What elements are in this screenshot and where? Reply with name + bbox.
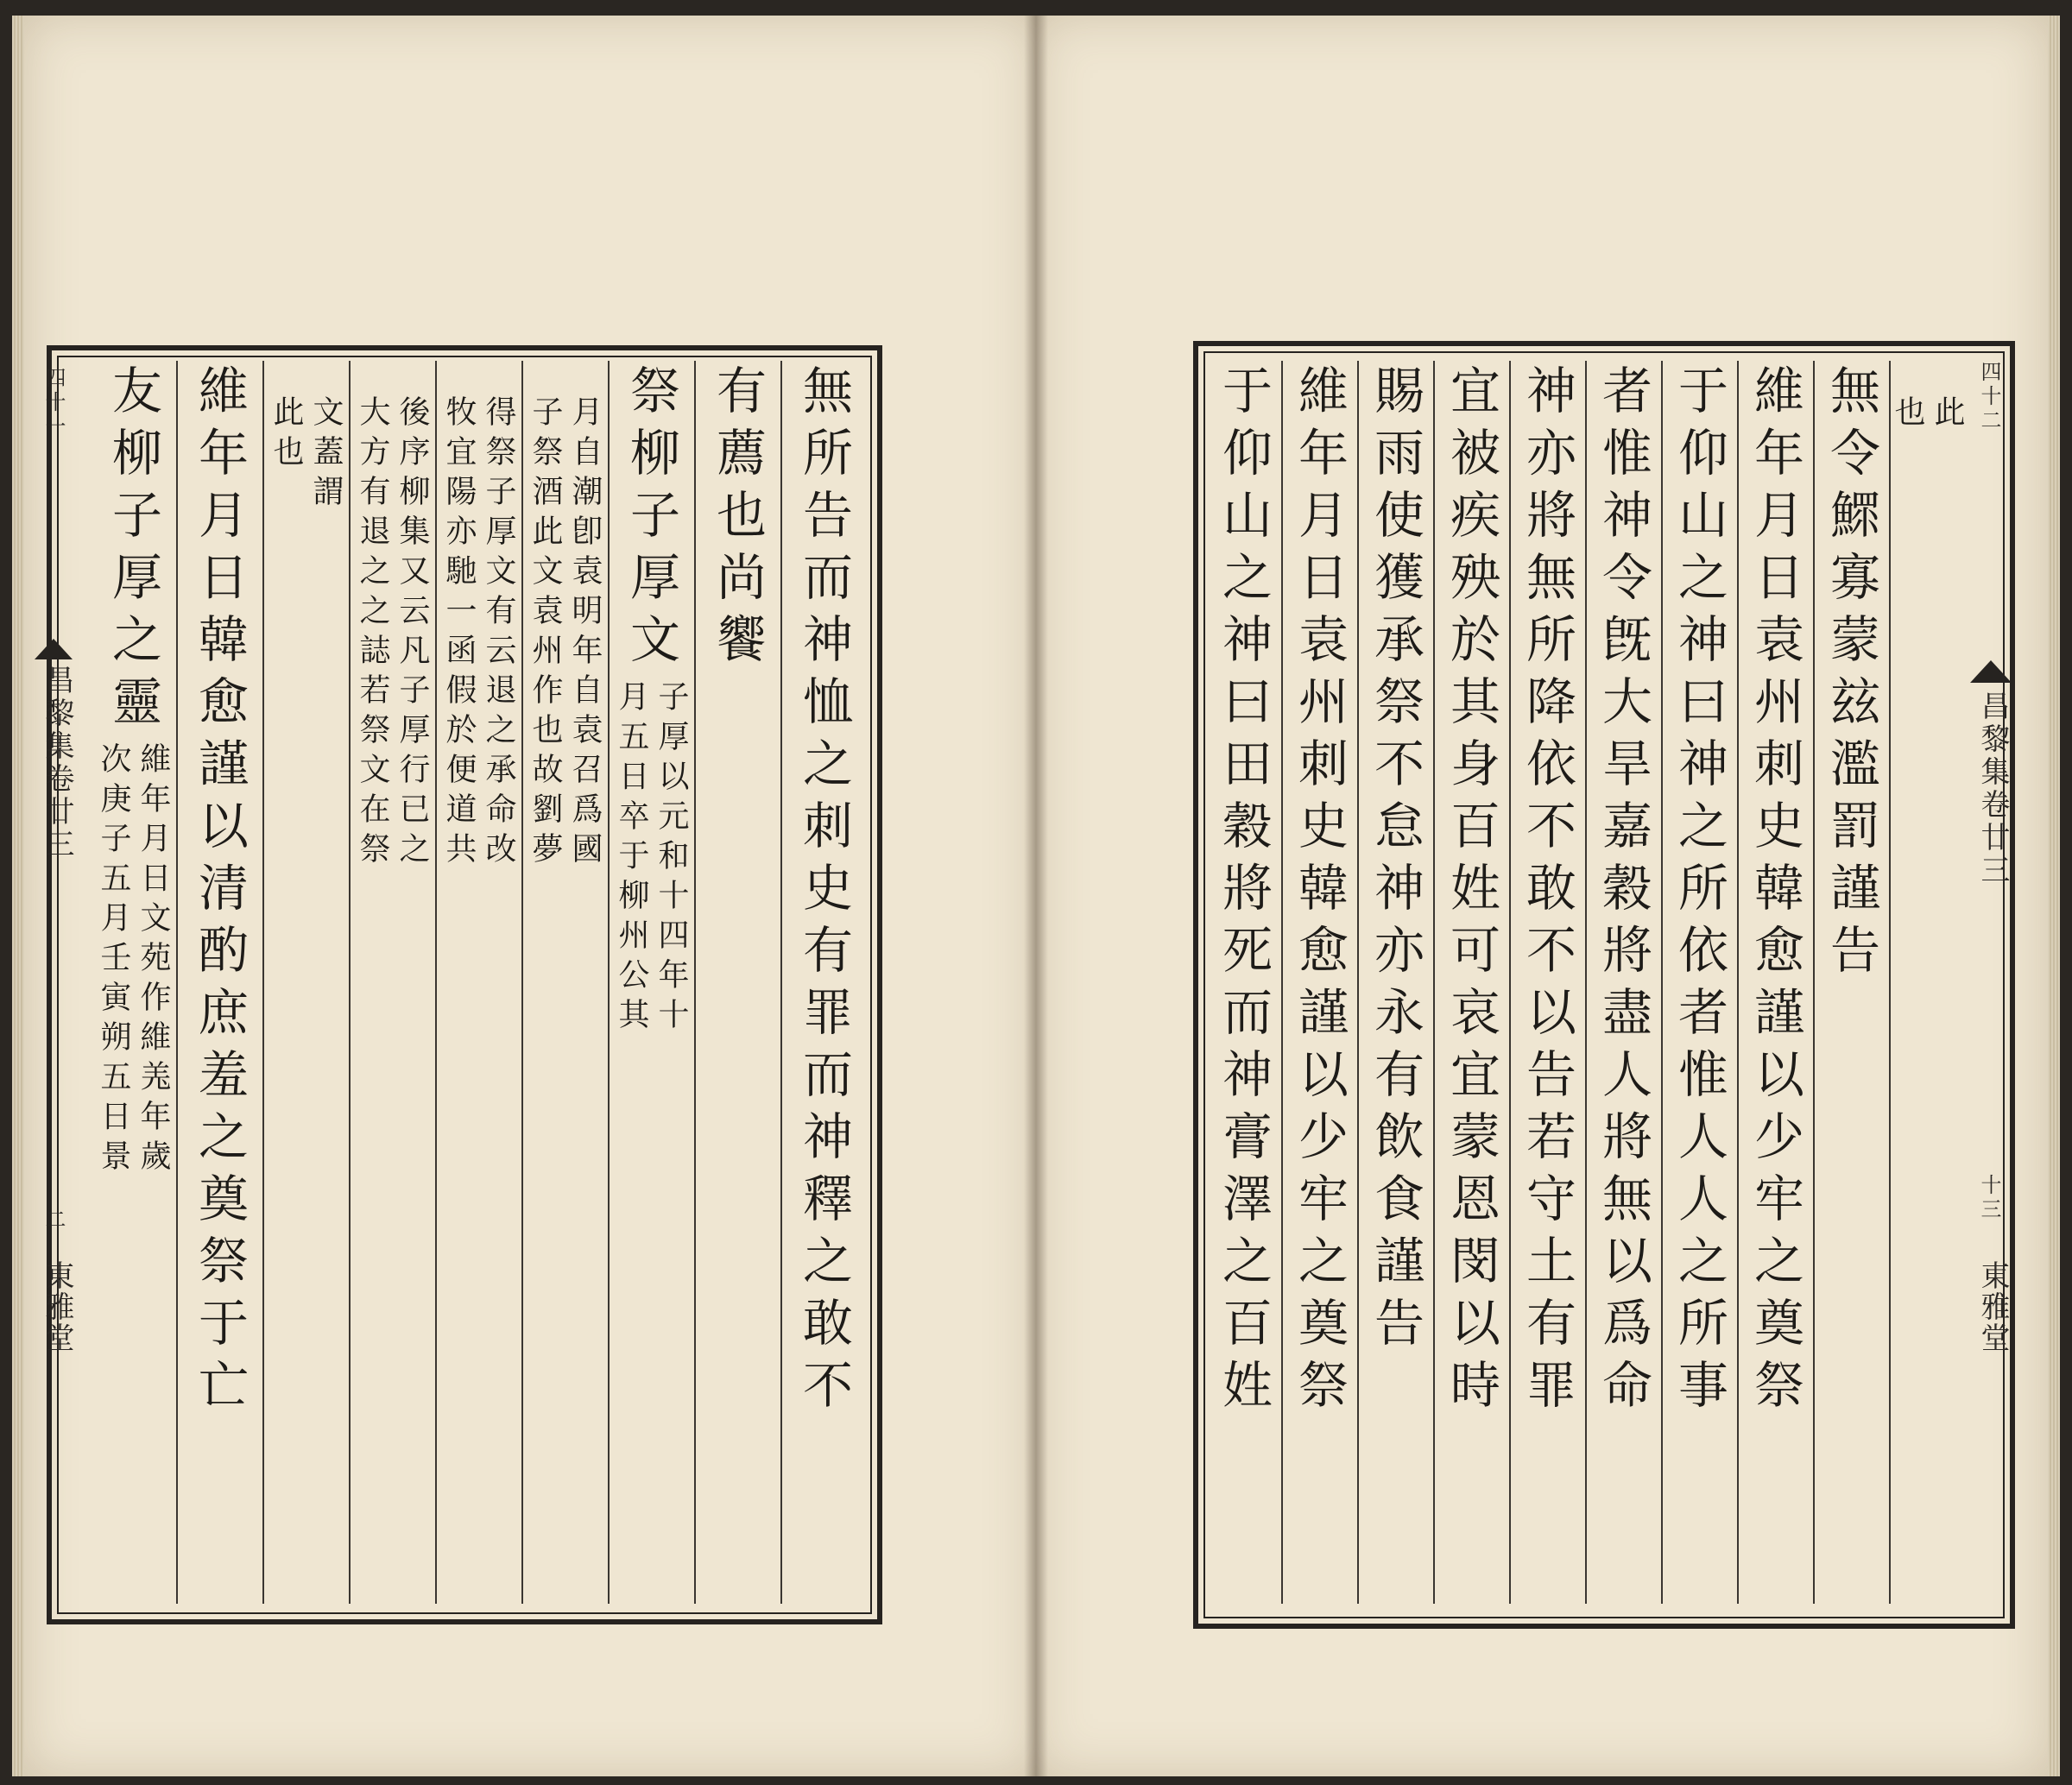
main-text: 維年月日韓愈謹以清酌庶羞之奠祭于亡 — [190, 364, 249, 1421]
main-text: 無令鰥寡蒙玆濫罰謹告 — [1822, 364, 1880, 986]
main-text: 祭柳子厚文 — [622, 364, 680, 675]
column-rule — [1509, 361, 1511, 1604]
column-rule — [521, 361, 523, 1604]
main-text: 于仰山之神曰田穀將死而神膏澤之百姓 — [1214, 364, 1273, 1421]
text-column — [1585, 361, 1661, 1604]
right-page-edge — [2048, 16, 2060, 1776]
text-column — [694, 361, 780, 1604]
column-rule — [1357, 361, 1359, 1604]
column-rule — [780, 361, 782, 1604]
text-column — [608, 361, 694, 1604]
right-fishtail-mark — [1970, 660, 2012, 683]
left-page-edge — [12, 16, 24, 1776]
commentary-note — [355, 395, 429, 872]
main-text: 有薦也尚饗 — [708, 364, 767, 675]
text-column — [1509, 361, 1585, 1604]
commentary-line: 大方有退之之誌若祭文在祭 — [355, 395, 390, 872]
column-rule — [262, 361, 264, 1604]
column-rule — [1889, 361, 1891, 1604]
right-margin-publisher: 東雅堂 — [1975, 1260, 2010, 1353]
commentary-line: 次庚子五月壬寅朔五日景 — [96, 742, 131, 1179]
right-margin-top-label: 四十二 — [1977, 361, 2001, 433]
text-column — [1281, 361, 1357, 1604]
book-gutter — [1024, 16, 1048, 1776]
commentary-note — [1890, 395, 1964, 435]
text-column — [435, 361, 521, 1604]
commentary-line: 後序柳集又云凡子厚行已之 — [395, 395, 430, 872]
main-text: 宜被疾殃於其身百姓可哀宜蒙恩閔以時 — [1442, 364, 1500, 1421]
column-rule — [1661, 361, 1663, 1604]
text-column — [1661, 361, 1737, 1604]
column-rule — [1433, 361, 1435, 1604]
column-rule — [176, 361, 178, 1604]
main-text: 維年月日袁州刺史韓愈謹以少牢之奠祭 — [1290, 364, 1349, 1421]
commentary-note — [268, 395, 343, 514]
column-rule — [435, 361, 437, 1604]
commentary-line: 此也 — [268, 395, 304, 475]
commentary-line: 子厚以元和十四年十 — [654, 680, 689, 1038]
commentary-note — [441, 395, 515, 872]
column-rule — [1737, 361, 1739, 1604]
commentary-line: 也 — [1890, 395, 1925, 435]
text-column — [780, 361, 867, 1604]
right-margin-page-number: 十三 — [1977, 1174, 2001, 1222]
text-column — [1205, 361, 1281, 1604]
commentary-note — [614, 680, 688, 1038]
column-rule — [608, 361, 610, 1604]
text-column — [90, 361, 176, 1604]
right-column-area — [1205, 361, 1965, 1604]
main-text: 者惟神令旣大旱嘉穀將盡人將無以爲命 — [1594, 364, 1652, 1421]
right-margin-title: 昌黎集卷廿三 — [1975, 691, 2010, 887]
left-margin-top-label: 四十一 — [41, 367, 66, 439]
text-column — [521, 361, 608, 1604]
commentary-line: 月五日卒于柳州公其 — [614, 680, 649, 1038]
left-margin-page-number: 二 — [41, 1208, 66, 1233]
column-rule — [1585, 361, 1587, 1604]
commentary-line: 文蓋謂 — [308, 395, 344, 514]
left-margin-publisher: 東雅堂 — [40, 1260, 74, 1353]
commentary-note — [527, 395, 602, 872]
main-text: 神亦將無所降依不敢不以告若守土有罪 — [1518, 364, 1576, 1421]
main-text: 于仰山之神曰神之所依者惟人人之所事 — [1670, 364, 1728, 1421]
commentary-line: 牧宜陽亦馳一函假於便道共 — [441, 395, 477, 872]
text-column — [1889, 361, 1965, 1604]
text-column — [1433, 361, 1509, 1604]
left-margin-title: 昌黎集卷廿三 — [40, 665, 74, 861]
text-column — [262, 361, 349, 1604]
text-column — [1737, 361, 1813, 1604]
commentary-line: 維年月日文苑作維𦍑年歲 — [136, 742, 171, 1179]
text-column — [1813, 361, 1889, 1604]
text-column — [176, 361, 262, 1604]
commentary-line: 得祭子厚文有云退之承命改 — [481, 395, 516, 872]
text-column — [349, 361, 435, 1604]
main-text: 賜雨使獲承祭不怠神亦永有飲食謹告 — [1366, 364, 1424, 1359]
column-rule — [1281, 361, 1283, 1604]
column-rule — [349, 361, 351, 1604]
commentary-note — [96, 742, 170, 1179]
column-rule — [1813, 361, 1815, 1604]
left-fishtail-mark — [35, 639, 73, 659]
main-text: 友柳子厚之靈 — [104, 364, 162, 737]
commentary-line: 此 — [1930, 395, 1965, 435]
text-column — [1357, 361, 1433, 1604]
main-text: 無所告而神恤之刺史有罪而神釋之敢不 — [794, 364, 853, 1421]
commentary-line: 月自潮卽袁明年自袁召爲國 — [567, 395, 603, 872]
main-text: 維年月日袁州刺史韓愈謹以少牢之奠祭 — [1746, 364, 1804, 1421]
column-rule — [694, 361, 696, 1604]
left-column-area — [90, 361, 867, 1604]
commentary-line: 子祭酒此文袁州作也故劉夢 — [527, 395, 563, 872]
